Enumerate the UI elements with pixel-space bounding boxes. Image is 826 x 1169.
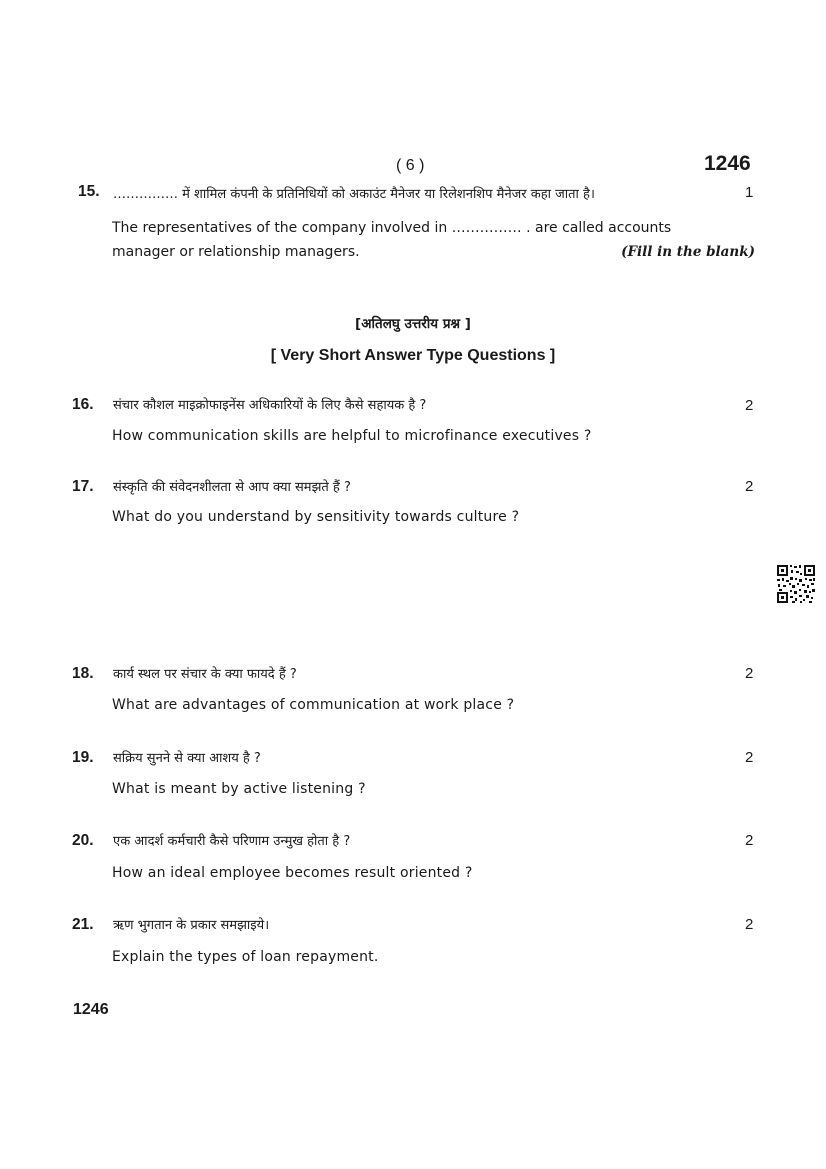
question-15-marks: 1 xyxy=(745,184,754,201)
question-21-number: 21. xyxy=(72,916,94,933)
question-15-english-line1: The representatives of the company involved in …………… . are called accounts xyxy=(112,220,672,236)
question-17-hindi: संस्कृति की संवेदनशीलता से आप क्या समझते हैं ? xyxy=(113,480,351,495)
question-20-number: 20. xyxy=(72,832,94,849)
question-18-hindi: कार्य स्थल पर संचार के क्या फायदे हैं ? xyxy=(113,667,297,682)
question-19-marks: 2 xyxy=(745,749,754,766)
question-19-english: What is meant by active listening ? xyxy=(112,781,366,797)
question-18-number: 18. xyxy=(72,665,94,682)
qr-code-icon xyxy=(776,564,816,604)
question-16-hindi: संचार कौशल माइक्रोफाइनेंस अधिकारियों के लिए कैसे सहायक है ? xyxy=(113,398,427,413)
question-20-english: How an ideal employee becomes result oriented ? xyxy=(112,865,473,881)
question-21-english: Explain the types of loan repayment. xyxy=(112,949,379,965)
question-16-marks: 2 xyxy=(745,397,754,414)
paper-code-footer: 1246 xyxy=(73,1001,109,1018)
question-16-english: How communication skills are helpful to microfinance executives ? xyxy=(112,428,592,444)
question-17-number: 17. xyxy=(72,478,94,495)
question-16-number: 16. xyxy=(72,396,94,413)
question-15-english-line2: manager or relationship managers. xyxy=(112,244,360,260)
question-20-marks: 2 xyxy=(745,832,754,849)
section-title-english: [ Very Short Answer Type Questions ] xyxy=(270,347,556,364)
question-21-hindi: ऋण भुगतान के प्रकार समझाइये। xyxy=(113,918,270,933)
section-title-hindi: [अतिलघु उत्तरीय प्रश्न ] xyxy=(355,316,471,332)
question-19-hindi: सक्रिय सुनने से क्या आशय है ? xyxy=(113,751,261,766)
question-15-hindi: …………… में शामिल कंपनी के प्रतिनिधियों को अकाउंट मैनेजर या रिलेशनशिप मैनेजर कहा जाता है। xyxy=(113,187,595,202)
question-18-english: What are advantages of communication at work place ? xyxy=(112,697,515,713)
question-18-marks: 2 xyxy=(745,665,754,682)
question-15-number: 15. xyxy=(78,183,100,200)
question-17-english: What do you understand by sensitivity towards culture ? xyxy=(112,509,520,525)
page-number: ( 6 ) xyxy=(396,157,425,174)
question-15-english xyxy=(112,216,755,264)
question-19-number: 19. xyxy=(72,749,94,766)
paper-code-header: 1246 xyxy=(704,152,751,175)
question-17-marks: 2 xyxy=(745,478,754,495)
question-21-marks: 2 xyxy=(745,916,754,933)
fill-in-blank-instruction: (Fill in the blank) xyxy=(621,244,755,260)
question-20-hindi: एक आदर्श कर्मचारी कैसे परिणाम उन्मुख होता है ? xyxy=(113,834,351,849)
